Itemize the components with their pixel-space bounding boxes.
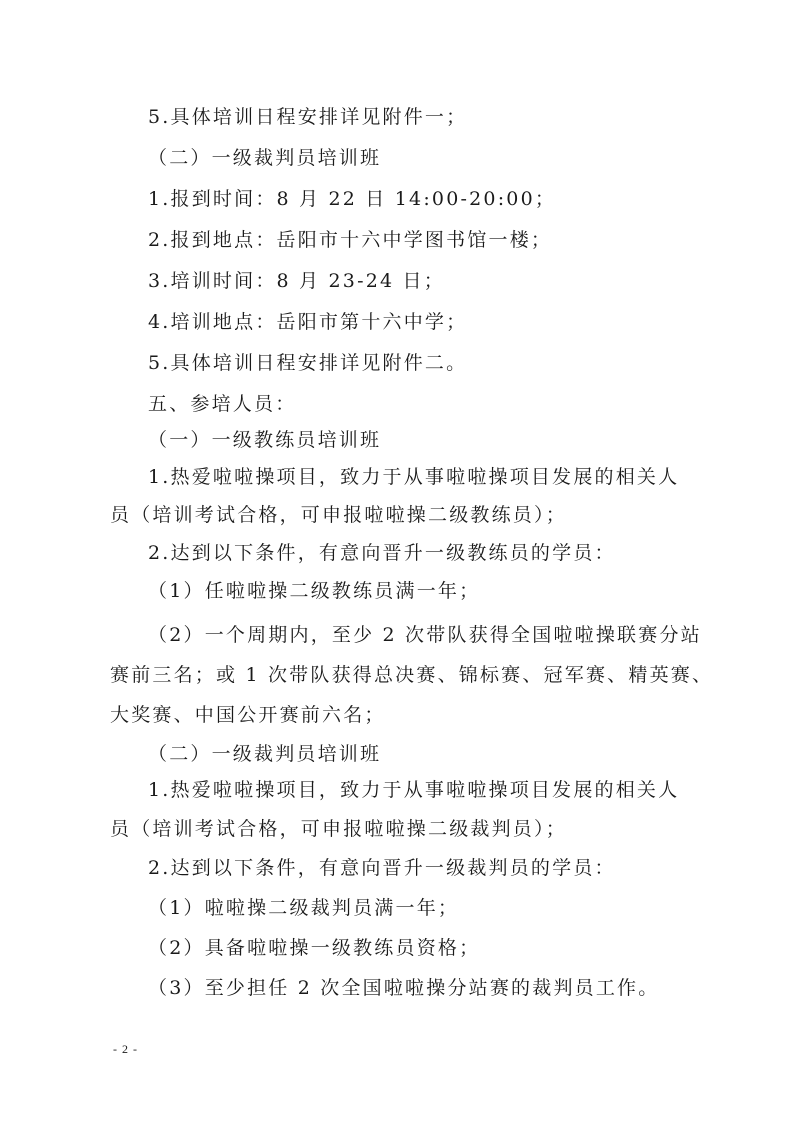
page-number: - 2 -	[113, 1042, 138, 1056]
text-line: 赛前三名；或 1 次带队获得总决赛、锦标赛、冠军赛、精英赛、	[110, 664, 714, 686]
text-line: 5.具体培训日程安排详见附件二。	[148, 352, 468, 374]
section-heading: 五、参培人员：	[148, 393, 297, 415]
text-line: 3.培训时间：8 月 23-24 日；	[148, 270, 445, 292]
text-line: 4.培训地点：岳阳市第十六中学；	[148, 311, 468, 333]
text-line: 大奖赛、中国公开赛前六名；	[110, 704, 386, 726]
text-line: （2）一个周期内，至少 2 次带队获得全国啦啦操联赛分站	[148, 624, 702, 646]
text-line: 员（培训考试合格，可申报啦啦操二级裁判员）；	[110, 818, 567, 840]
text-line: 员（培训考试合格，可申报啦啦操二级教练员）；	[110, 504, 567, 526]
text-line: 1.热爱啦啦操项目，致力于从事啦啦操项目发展的相关人	[148, 466, 680, 488]
text-line: 2.达到以下条件，有意向晋升一级教练员的学员：	[148, 542, 616, 564]
text-line: （1）啦啦操二级裁判员满一年；	[148, 897, 460, 919]
text-line: 1.报到时间：8 月 22 日 14:00-20:00；	[148, 188, 557, 210]
text-line: 2.报到地点：岳阳市十六中学图书馆一楼；	[148, 229, 553, 251]
text-line: （2）具备啦啦操一级教练员资格；	[148, 937, 481, 959]
section-heading: （二）一级裁判员培训班	[148, 743, 382, 765]
section-heading: （一）一级教练员培训班	[148, 429, 382, 451]
text-line: （1）任啦啦操二级教练员满一年；	[148, 580, 481, 602]
text-line: 2.达到以下条件，有意向晋升一级裁判员的学员：	[148, 857, 616, 879]
text-line: 1.热爱啦啦操项目，致力于从事啦啦操项目发展的相关人	[148, 779, 680, 801]
text-line: 5.具体培训日程安排详见附件一；	[148, 106, 468, 128]
section-heading: （二）一级裁判员培训班	[148, 147, 382, 169]
text-line: （3）至少担任 2 次全国啦啦操分站赛的裁判员工作。	[148, 977, 660, 999]
